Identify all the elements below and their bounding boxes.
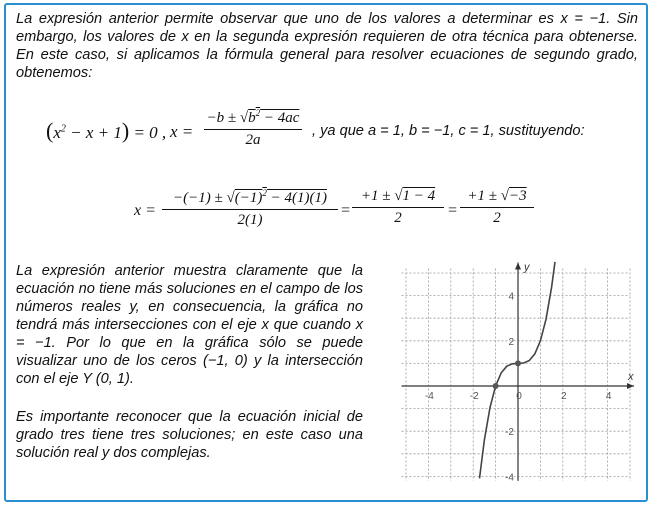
x-axis-label: x	[628, 371, 634, 383]
fraction-2-numerator: +1 ± √1 − 4	[352, 188, 444, 208]
x-tick-label: -2	[469, 391, 479, 402]
y-tick-label: 4	[508, 291, 514, 303]
x-tick-label: 2	[561, 391, 567, 402]
equation-1-trailing-text: , ya que a = 1, b = −1, c = 1, sustituyendo:	[312, 123, 585, 139]
axes	[402, 261, 634, 480]
x-tick-label: -4	[424, 391, 434, 402]
x-tick-label: 0	[516, 391, 522, 402]
fraction-2-denominator: 2	[394, 210, 402, 226]
fraction-3-denominator: 2	[493, 210, 501, 226]
fraction-1-denominator: 2(1)	[237, 212, 263, 228]
x-tick-label: 4	[605, 391, 612, 402]
fraction-1-numerator: $-(-1) \pm √(-1)^2 - 4(1)(1)$	[162, 188, 338, 210]
y-tick-label: 2	[508, 336, 514, 348]
highlighted-points	[493, 360, 521, 389]
formula-lhs: x =	[170, 122, 194, 141]
equals-2: =	[447, 202, 458, 219]
fraction-3-numerator: +1 ± √−3	[460, 188, 534, 208]
equation-2-lhs: x =	[134, 202, 156, 219]
data-point	[493, 383, 499, 389]
x-axis-arrow	[627, 383, 634, 389]
conclusion-paragraph: Es importante reconocer que la ecuación inicial de grado tres tiene tres soluciones; en este caso una solución real y dos complejas.	[16, 409, 363, 461]
formula-denominator: 2a	[245, 132, 261, 148]
data-point	[515, 360, 521, 366]
series-line	[480, 262, 556, 479]
equals-1: =	[340, 202, 351, 219]
quadratic-equation: $(x^2 - x + 1) = 0$ ,	[46, 118, 167, 143]
y-tick-label: -4	[505, 472, 514, 484]
y-tick-label: -2	[505, 427, 514, 439]
y-axis-label: y	[524, 261, 530, 274]
y-axis-arrow	[515, 262, 521, 269]
formula-numerator: $-b \pm √b^2 - 4ac$	[204, 108, 302, 130]
explanation-paragraph: La expresión anterior muestra claramente que la ecuación no tiene más soluciones en el campo de los números reales y, en consecuencia, la gráfica no tendrá más intersecciones con el eje x que cuando x = −1. Por lo que en la gráfica sólo se puede visualizar uno de los ceros (−1, 0) y la intersección con el eje Y (0, 1).	[16, 263, 363, 387]
grid-lines	[402, 268, 630, 480]
intro-paragraph: La expresión anterior permite observar que uno de los valores a determinar es x = −1. Sin embargo, los valores de x en la segunda expresión requieren de otra técnica para obtenerse. En este caso, si aplicamos la fórmula general para resolver ecuaciones de segundo grado, obtenemos:	[16, 11, 638, 81]
